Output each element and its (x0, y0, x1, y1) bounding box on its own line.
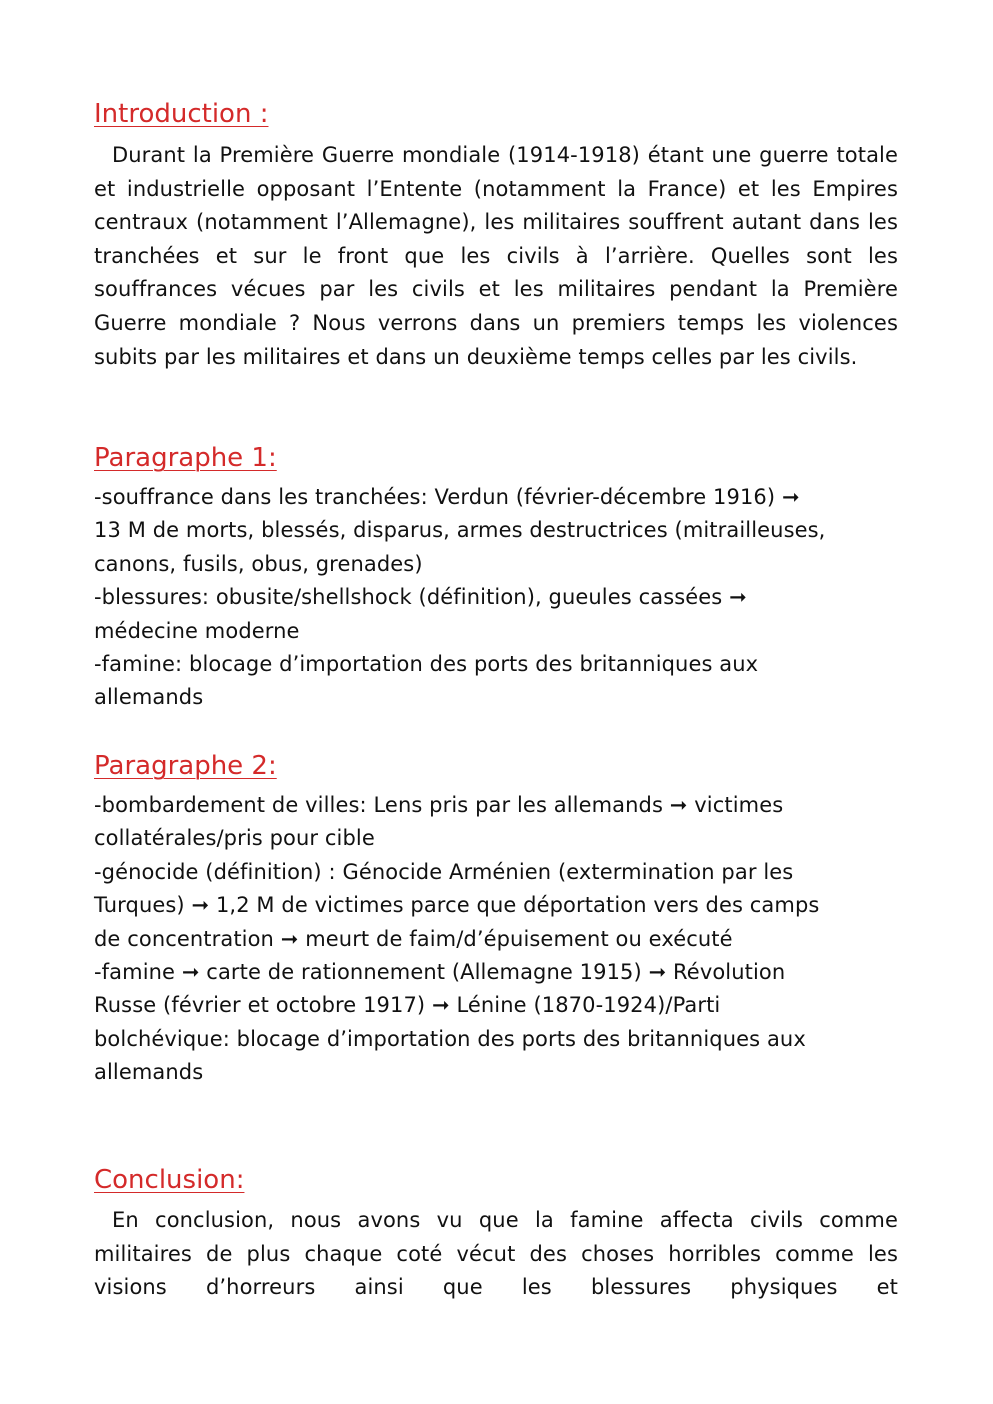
paragraph-2-line: -bombardement de villes: Lens pris par les allemands ➞ victimes (94, 793, 784, 817)
paragraph-2-heading: Paragraphe 2: (94, 751, 277, 781)
conclusion-heading: Conclusion: (94, 1165, 245, 1195)
paragraph-1-line: canons, fusils, obus, grenades) (94, 551, 423, 576)
paragraph-2-line: -famine ➞ carte de rationnement (Allemagne 1915) ➞ Révolution (94, 960, 786, 985)
paragraph-1-line: -famine: blocage d’importation des ports des britanniques aux (94, 652, 759, 677)
paragraph-2-line: collatérales/pris pour cible (94, 826, 375, 851)
paragraph-1-line: -blessures: obusite/shellshock (définition), gueules cassées ➞ (94, 585, 747, 610)
paragraph-2-line: allemands (94, 1060, 204, 1085)
paragraph-1-line: médecine moderne (94, 618, 300, 643)
paragraph-2-line: bolchévique: blocage d’importation des ports des britanniques aux (94, 1026, 806, 1051)
paragraph-1-line: -souffrance dans les tranchées: Verdun (février-décembre 1916) ➞ (94, 485, 800, 509)
paragraph-1-line: allemands (94, 685, 204, 710)
paragraph-2-line: de concentration ➞ meurt de faim/d’épuisement ou exécuté (94, 926, 733, 951)
introduction-body: Durant la Première Guerre mondiale (1914-1918) étant une guerre totale et industrielle opposant l’Entente (notamment la France) et les Empires centraux (notamment l’Allemagne), les militaires souffrent autant dans les tranchées et sur le front que les civils à l’arrière. Quelles sont les souffrances vécues par les civils et les militaires pendant la Première Guerre mondiale ? Nous verrons dans un premiers temps les violences subits par les militaires et dans un deuxième temps celles par les civils. (94, 143, 898, 369)
paragraph-1-list (94, 481, 904, 715)
introduction-heading: Introduction : (94, 99, 269, 129)
paragraph-2-list (94, 789, 904, 1090)
paragraph-1-heading: Paragraphe 1: (94, 443, 277, 473)
paragraph-2-line: Russe (février et octobre 1917) ➞ Lénine (1870-1924)/Parti (94, 993, 721, 1018)
paragraph-2-line: Turques) ➞ 1,2 M de victimes parce que déportation vers des camps (94, 893, 820, 918)
paragraph-2-line: -génocide (définition) : Génocide Arménien (extermination par les (94, 859, 794, 884)
paragraph-1-line: 13 M de morts, blessés, disparus, armes destructrices (mitrailleuses, (94, 518, 826, 543)
conclusion-body: En conclusion, nous avons vu que la famine affecta civils comme militaires de plus chaque coté vécut des choses horribles comme les visions d’horreurs ainsi que les blessures physiques et (94, 1208, 898, 1300)
